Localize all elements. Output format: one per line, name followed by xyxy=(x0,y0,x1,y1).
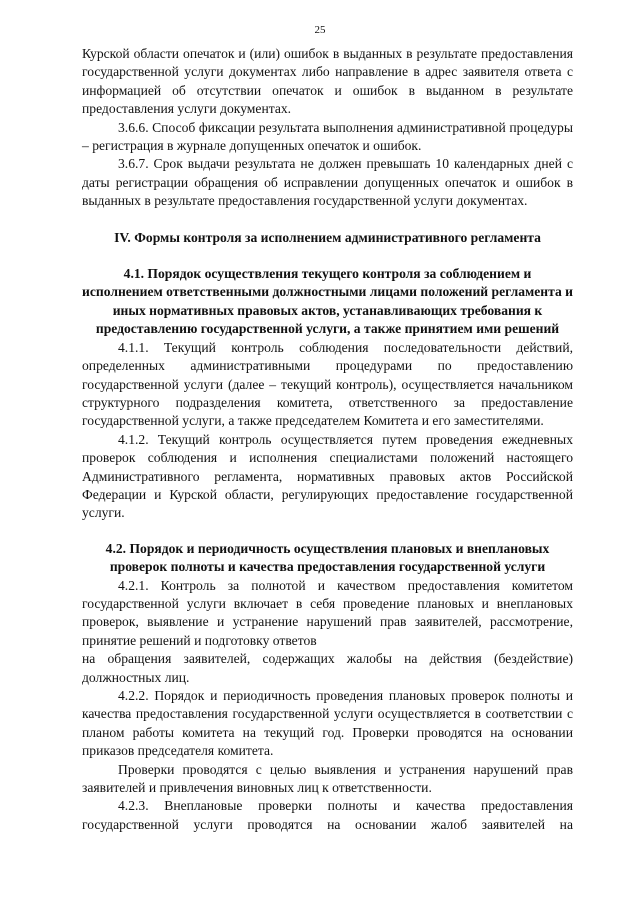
paragraph-4-2-3: 4.2.3. Внеплановые проверки полноты и качества предоставления государственной услуги проводятся на основании жалоб заявителей на xyxy=(82,798,573,832)
paragraph-4-1-1: 4.1.1. Текущий контроль соблюдения последовательности действий, определенных административными процедурами по предоставлению государственной услуги (далее – текущий контроль), осуществляется начальником структурного подразделения комитета, ответственного за предоставление государственной услуги, а также председателем Комитета и его заместителями. xyxy=(82,339,573,429)
paragraph-3-6-7: 3.6.7. Срок выдачи результата не должен превышать 10 календарных дней с даты регистрации обращения об исправлении допущенных опечаток и ошибок в выданных в результате предоставления государственной услуги документах. xyxy=(82,156,573,209)
paragraph-4-2-1-continued: на обращения заявителей, содержащих жалобы на действия (бездействие) должностных лиц. xyxy=(82,651,573,685)
paragraph-continued: Курской области опечаток и (или) ошибок в выданных в результате предоставления государственной услуги документах либо направление в адрес заявителя ответа с информацией об отсутствии опечаток и ошибок в выданном в результате предоставления услуги документах. xyxy=(82,46,573,117)
section-4-1-heading: 4.1. Порядок осуществления текущего контроля за соблюдением и исполнением ответственными должностными лицами положений регламента и иных нормативных правовых актов, устанавливающих требования к предоставлению государственной услуги, а также принятием ими решений xyxy=(82,266,574,337)
paragraph-3-6-6: 3.6.6. Способ фиксации результата выполнения административной процедуры – регистрация в журнале допущенных опечаток и ошибок. xyxy=(82,119,573,154)
paragraph-inspections-purpose: Проверки проводятся с целью выявления и устранения нарушений прав заявителей и привлечения виновных лиц к ответственности. xyxy=(82,761,573,796)
paragraph-4-2-2: 4.2.2. Порядок и периодичность проведения плановых проверок полноты и качества предоставления государственной услуги осуществляется в соответствии с планом работы комитета на текущий год. Проверки проводятся на основании приказов председателя комитета. xyxy=(82,688,573,759)
paragraph-4-1-2: 4.1.2. Текущий контроль осуществляется путем проведения ежедневных проверок соблюдения и исполнения специалистами положений настоящего Административного регламента, нормативных правовых актов Российской Федерации и Курской области, регулирующих предоставление государственной услуги. xyxy=(82,431,573,521)
document-body xyxy=(82,45,573,834)
section-4-2-heading: 4.2. Порядок и периодичность осуществления плановых и внеплановых проверок полноты и качества предоставления государственной услуги xyxy=(105,540,550,575)
page-number: 25 xyxy=(314,24,326,36)
section-iv-heading: IV. Формы контроля за исполнением административного регламента xyxy=(114,229,541,245)
paragraph-4-2-1: 4.2.1. Контроль за полнотой и качеством предоставления комитетом государственной услуги включает в себя проведение плановых и внеплановых проверок, выявление и устранение нарушений прав заявителей, рассмотрение, принятие решений и подготовку ответов xyxy=(82,577,573,648)
